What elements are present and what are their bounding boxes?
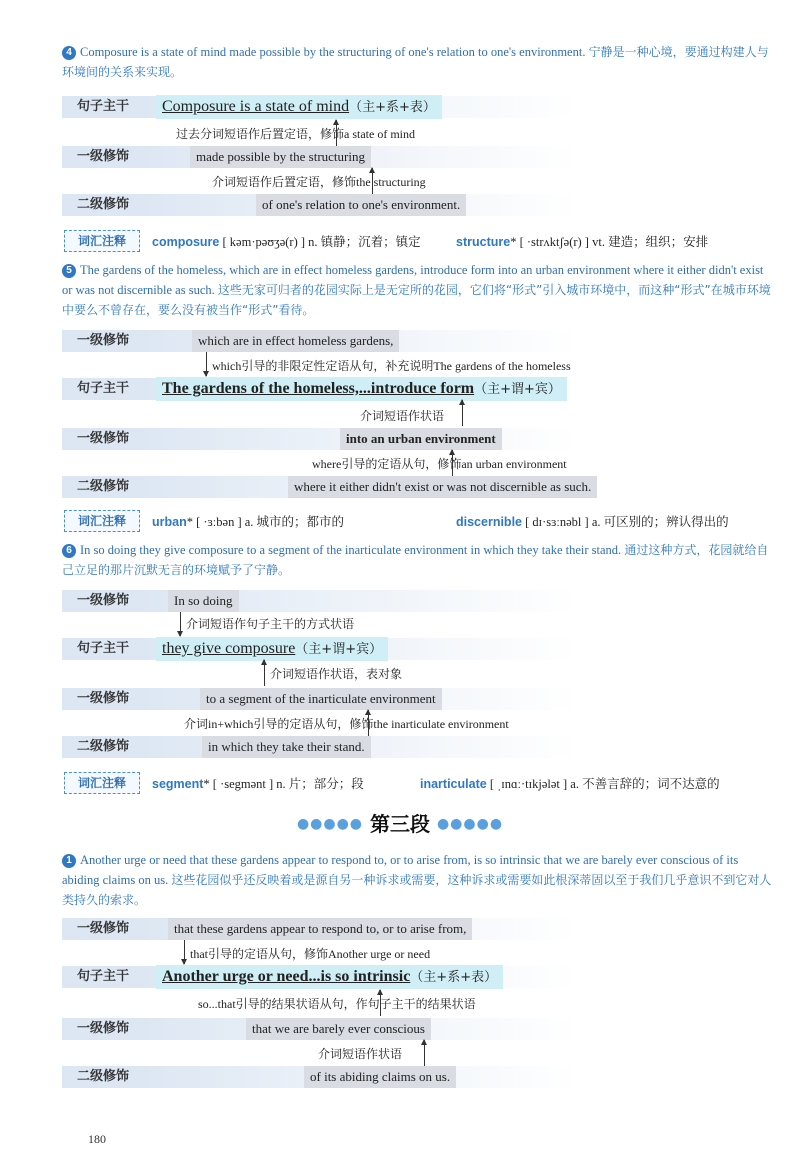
vocab-entry: segment* [ ·segmənt ] n. 片；部分；段 (152, 777, 364, 791)
arrow-up-icon (462, 400, 463, 426)
row-label: 句子主干 (62, 966, 144, 988)
modifier-2: of one's relation to one's environment. (256, 194, 466, 216)
arrow-down-icon (184, 940, 185, 964)
annotation: 过去分词短语作后置定语，修饰a state of mind (176, 127, 415, 141)
row-bar (144, 1018, 764, 1040)
modifier-2: of its abiding claims on us. (304, 1066, 456, 1088)
vocab-entry: composure [ kəm·pəʊʒə(r) ] n. 镇静；沉着；镇定 (152, 235, 421, 249)
row-label: 一级修饰 (62, 918, 144, 940)
arrow-up-icon (264, 660, 265, 686)
annotation: so...that引导的结果状语从句，作句子主干的结果状语 (198, 997, 476, 1011)
row-label: 二级修饰 (62, 736, 144, 758)
dots-decoration-icon: ●●●●● (296, 816, 364, 832)
vocab-tag: 词汇注释 (64, 510, 140, 532)
annotation: which引导的非限定性定语从句，补充说明The gardens of the homeless (212, 359, 571, 373)
annotation: 介词短语作状语 (360, 409, 445, 423)
sentence-4 (62, 42, 772, 82)
row-label: 句子主干 (62, 378, 144, 400)
sentence-en: In so doing they give composure to a segment of the inarticulate environment in which they take their stand. (80, 543, 622, 557)
sentence-number: 6 (62, 544, 76, 558)
section-heading: ●●●●● 第三段 ●●●●● (296, 812, 504, 836)
annotation: 介词短语作后置定语，修饰the structuring (212, 175, 426, 189)
sentence-en: The gardens of the homeless, which are in effect homeless gardens, introduce form into an urban environment where it either didn't exist or was not discernible as such. (62, 263, 764, 297)
dots-decoration-icon: ●●●●● (436, 816, 504, 832)
arrow-down-icon (206, 352, 207, 376)
row-label: 二级修饰 (62, 194, 144, 216)
sentence-number: 5 (62, 264, 76, 278)
sentence-zh: 宁静是一种心境，要通过构建人与环境间的关系来实现。 (62, 45, 769, 79)
sentence-zh: 这些无家可归者的花园实际上是无定所的花园，它们将“形式”引入城市环境中，而这种“形式”在城市环境中要么不曾存在，要么没有被当作“形式”看待。 (62, 283, 771, 317)
modifier-2: in which they take their stand. (202, 736, 371, 758)
main-clause: Another urge or need...is so intrinsic（主+系+表） (156, 965, 503, 989)
arrow-up-icon (372, 168, 373, 194)
row-label: 一级修饰 (62, 330, 144, 352)
vocab-tag: 词汇注释 (64, 772, 140, 794)
sentence-zh: 通过这种方式，花园就给自己立足的那片沉默无言的环境赋予了宁静。 (62, 543, 769, 577)
arrow-up-icon (424, 1040, 425, 1066)
vocab-entry: inarticulate [ ˌɪnɑː·tɪkjələt ] a. 不善言辞的；词不达意的 (420, 777, 720, 791)
sentence-5 (62, 260, 772, 320)
annotation: that引导的定语从句，修饰Another urge or need (190, 947, 431, 961)
row-label: 一级修饰 (62, 1018, 144, 1040)
annotation: where引导的定语从句，修饰an urban environment (312, 457, 567, 471)
arrow-up-icon (336, 120, 337, 146)
vocab-entry: discernible [ dɪ·sɜːnəbl ] a. 可区别的；辨认得出的 (456, 515, 729, 529)
row-label: 句子主干 (62, 638, 144, 660)
arrow-down-icon (180, 612, 181, 636)
row-label: 二级修饰 (62, 476, 144, 498)
annotation: 介词短语作状语，表对象 (270, 667, 403, 681)
sentence-1 (62, 850, 772, 910)
row-label: 句子主干 (62, 96, 144, 118)
annotation: 介词in+which引导的定语从句，修饰the inarticulate environment (184, 717, 509, 731)
modifier-1: to a segment of the inarticulate environment (200, 688, 442, 710)
annotation: 介词短语作句子主干的方式状语 (186, 617, 355, 631)
vocab-tag: 词汇注释 (64, 230, 140, 252)
sentence-number: 1 (62, 854, 76, 868)
main-clause: Composure is a state of mind（主+系+表） (156, 95, 442, 119)
main-clause: The gardens of the homeless,...introduce form（主+谓+宾） (156, 377, 567, 401)
modifier-1: into an urban environment (340, 428, 502, 450)
sentence-en: Composure is a state of mind made possible by the structuring of one's relation to one's environment. (80, 45, 586, 59)
sentence-6 (62, 540, 772, 580)
row-label: 二级修饰 (62, 1066, 144, 1088)
row-label: 一级修饰 (62, 688, 144, 710)
row-label: 一级修饰 (62, 146, 144, 168)
modifier-2: where it either didn't exist or was not discernible as such. (288, 476, 597, 498)
modifier-1: that we are barely ever conscious (246, 1018, 431, 1040)
vocab-entry: structure* [ ·strʌktʃə(r) ] vt. 建造；组织；安排 (456, 235, 709, 249)
sentence-zh: 这些花园似乎还反映着或是源自另一种诉求或需要，这种诉求或需要如此根深蒂固以至于我们几乎意识不到它对人类持久的索求。 (62, 873, 772, 907)
page-number: 180 (88, 1132, 106, 1146)
modifier-1: In so doing (168, 590, 239, 612)
arrow-up-icon (380, 990, 381, 1016)
sentence-en: Another urge or need that these gardens appear to respond to, or to arise from, is so intrinsic that we are barely ever conscious of its abiding claims on us. (62, 853, 739, 887)
sentence-number: 4 (62, 46, 76, 60)
arrow-up-icon (452, 450, 453, 476)
modifier-1: made possible by the structuring (190, 146, 371, 168)
vocab-entry: urban* [ ·ɜːbən ] a. 城市的；都市的 (152, 515, 345, 529)
row-label: 一级修饰 (62, 428, 144, 450)
main-clause: they give composure（主+谓+宾） (156, 637, 388, 661)
annotation: 介词短语作状语 (318, 1047, 403, 1061)
modifier-1: that these gardens appear to respond to, or to arise from, (168, 918, 472, 940)
modifier-1: which are in effect homeless gardens, (192, 330, 399, 352)
arrow-up-icon (368, 710, 369, 736)
row-label: 一级修饰 (62, 590, 144, 612)
